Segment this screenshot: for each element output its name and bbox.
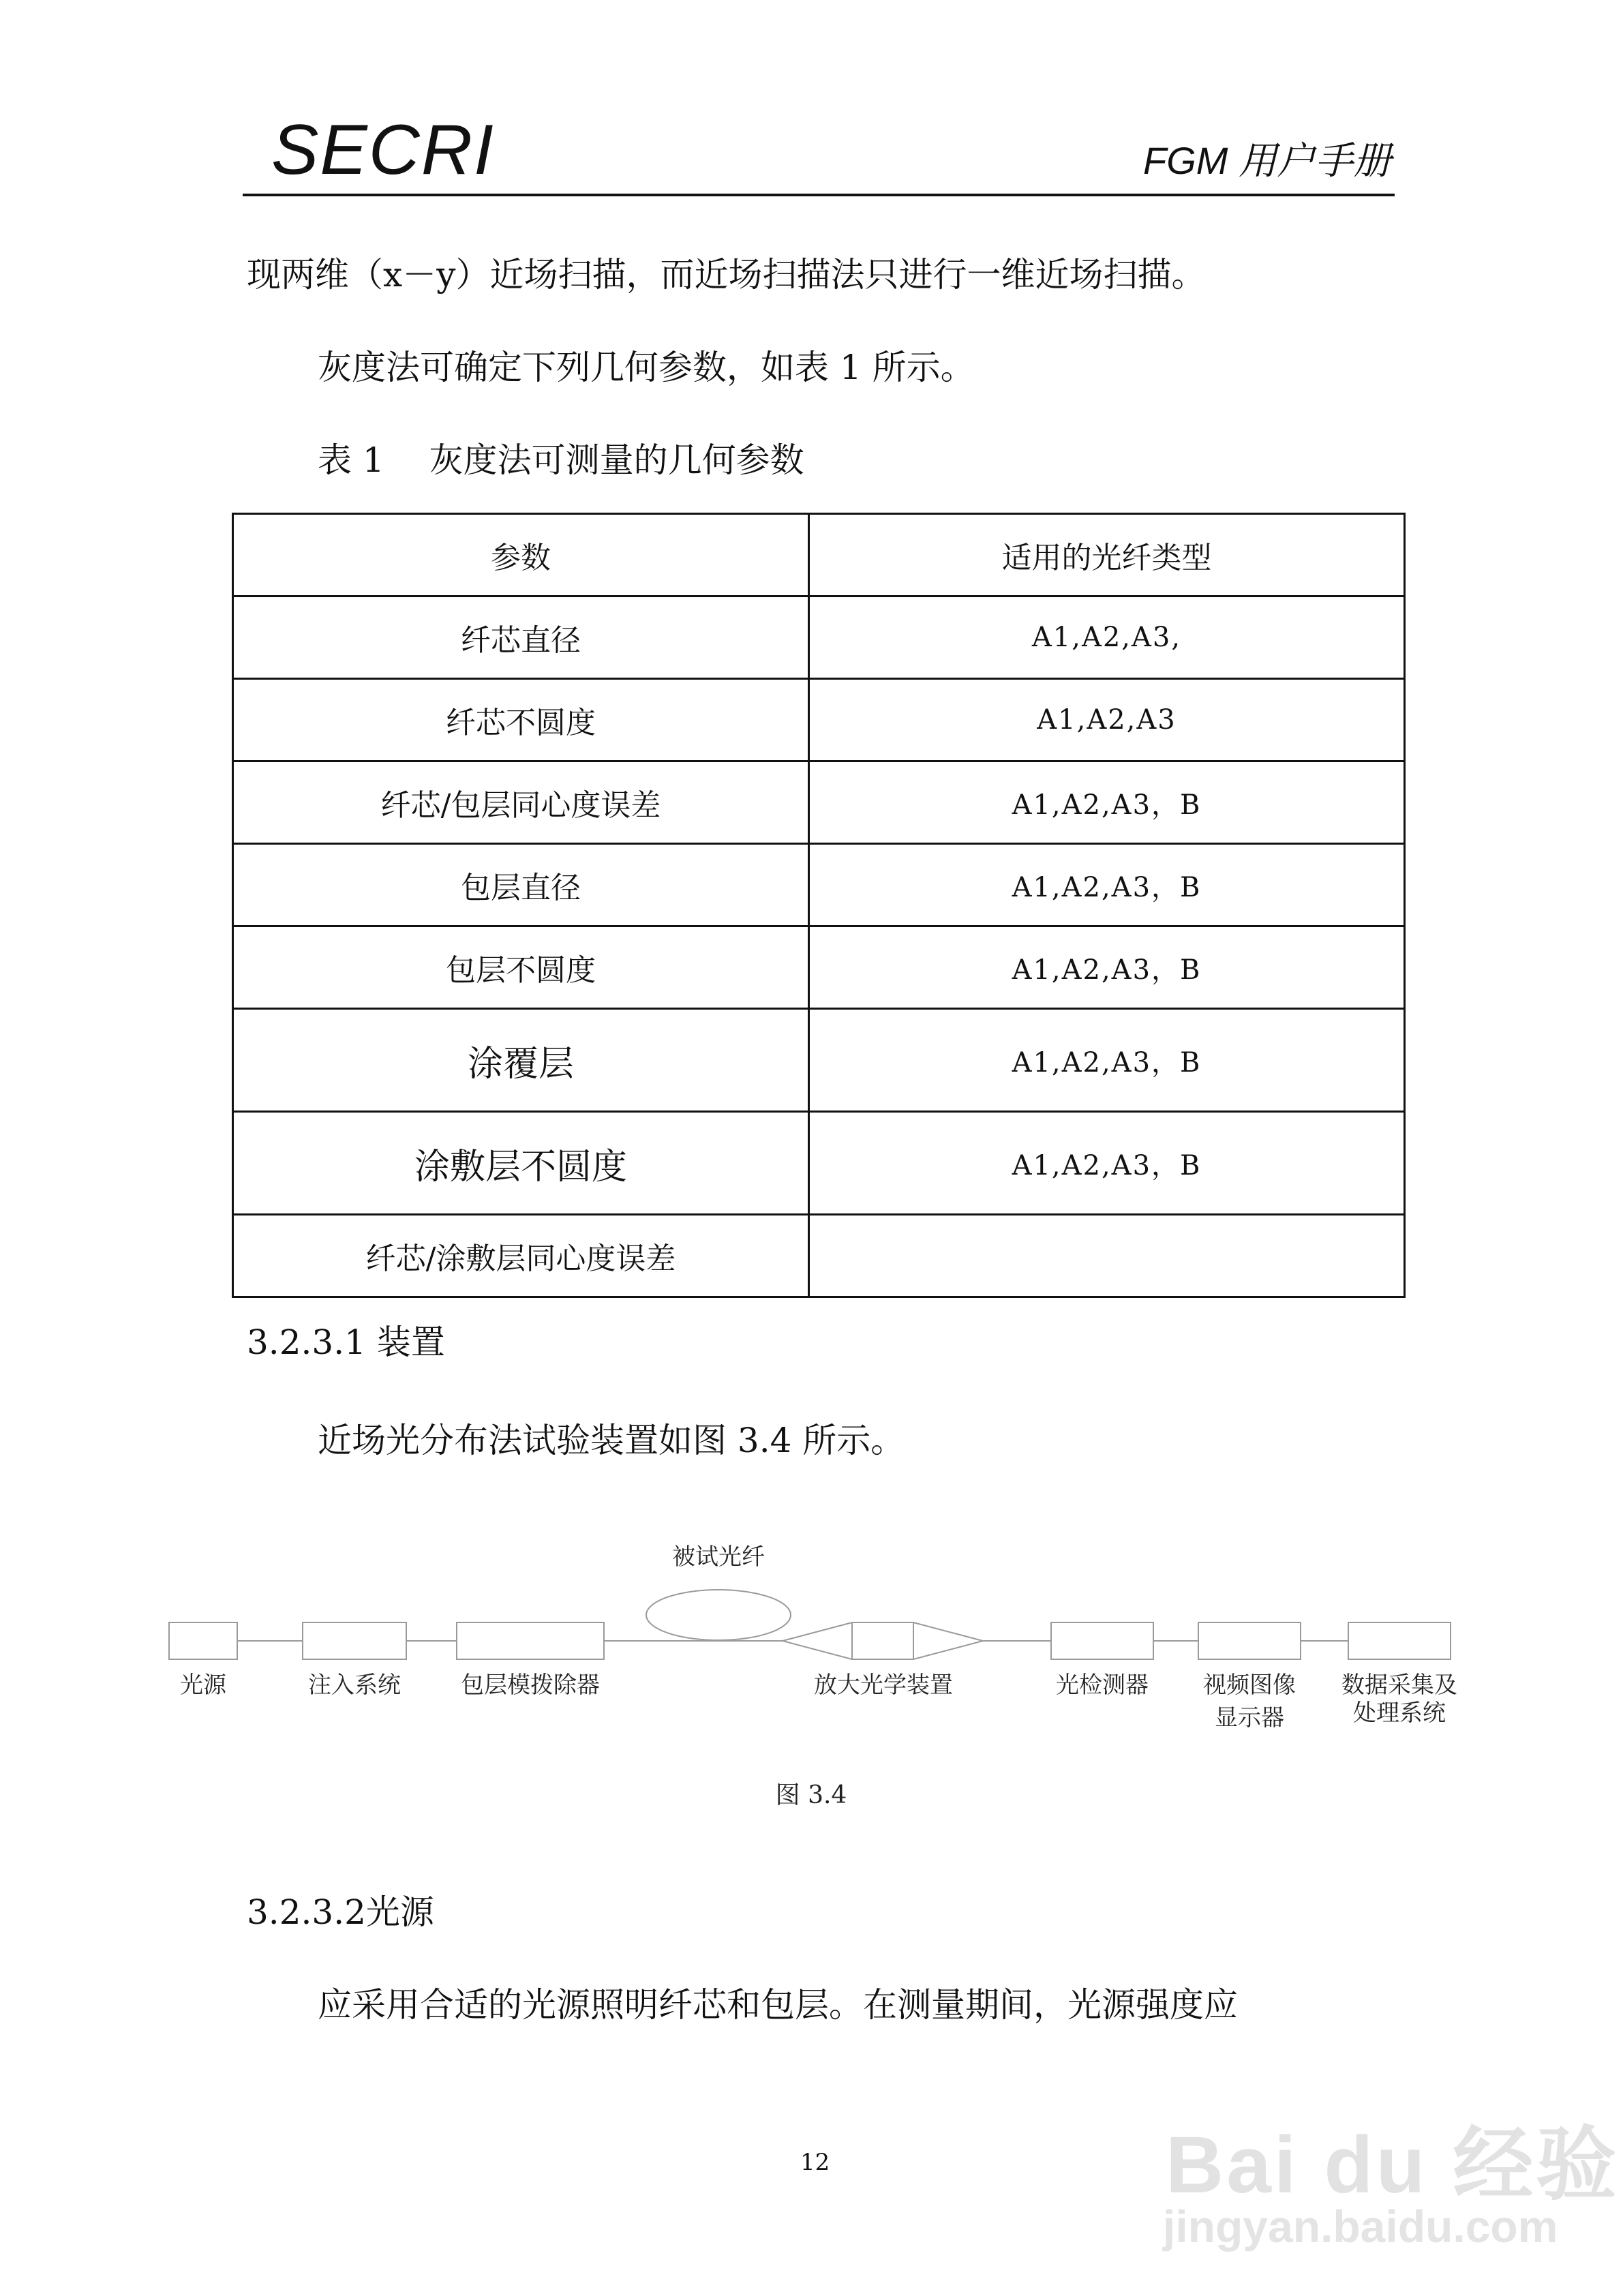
box-data-system <box>1348 1622 1451 1659</box>
header-title: FGM 用户手册 <box>1143 139 1391 182</box>
section-heading-apparatus: 3.2.3.1 装置 <box>247 1323 445 1362</box>
table-cell-param: 包层直径 <box>233 844 809 926</box>
label-data-system-line2: 处理系统 <box>1353 1700 1446 1727</box>
label-cladding-mode-stripper: 包层模拨除器 <box>461 1672 600 1699</box>
table-cell-type: A1,A2,A3，B <box>809 926 1405 1009</box>
paragraph-4: 应采用合适的光源照明纤芯和包层。在测量期间，光源强度应 <box>318 1985 1238 2025</box>
table-header-cell: 参数 <box>233 514 809 596</box>
paragraph-1: 现两维（x－y）近场扫描，而近场扫描法只进行一维近场扫描。 <box>247 255 1206 294</box>
box-light-source <box>169 1622 237 1659</box>
table-cell-type: A1,A2,A3，B <box>809 1009 1405 1112</box>
label-light-source: 光源 <box>180 1672 226 1699</box>
label-video-display-line2: 显示器 <box>1215 1704 1284 1732</box>
figure-caption: 图 3.4 <box>775 1781 847 1809</box>
label-magnifying-optics: 放大光学装置 <box>814 1672 953 1699</box>
table-cell-type: A1,A2,A3，B <box>809 761 1405 844</box>
table-cell-param: 纤芯/包层同心度误差 <box>233 761 809 844</box>
header-logo: SECRI <box>271 110 495 190</box>
label-injection-system: 注入系统 <box>308 1672 401 1699</box>
table-cell-type: A1,A2,A3 <box>809 679 1405 761</box>
table-cell-param: 纤芯/涂敷层同心度误差 <box>233 1215 809 1297</box>
table-cell-param: 纤芯不圆度 <box>233 679 809 761</box>
table-cell-param: 纤芯直径 <box>233 596 809 679</box>
watermark-brand: Bai du 经验 <box>1166 2120 1620 2210</box>
box-photodetector <box>1051 1622 1153 1659</box>
label-fiber-under-test: 被试光纤 <box>672 1543 765 1571</box>
section-heading-light-source: 3.2.3.2光源 <box>247 1892 434 1932</box>
table-cell-type: A1,A2,A3，B <box>809 1112 1405 1215</box>
table-caption: 表 1 灰度法可测量的几何参数 <box>318 440 804 480</box>
page-number: 12 <box>800 2149 830 2176</box>
fiber-coil <box>646 1590 791 1640</box>
watermark-url: jingyan.baidu.com <box>1163 2201 1558 2252</box>
magnifying-optics-lens <box>783 1622 983 1659</box>
table-header-cell: 适用的光纤类型 <box>809 514 1405 596</box>
label-video-display-line1: 视频图像 <box>1203 1672 1296 1699</box>
table-cell-type: A1,A2,A3, <box>809 596 1405 679</box>
box-cladding-mode-stripper <box>457 1622 604 1659</box>
table-cell-param: 涂敷层不圆度 <box>233 1112 809 1215</box>
table-cell-param: 涂覆层 <box>233 1009 809 1112</box>
paragraph-2: 灰度法可确定下列几何参数，如表 1 所示。 <box>318 348 975 387</box>
label-data-system-line1: 数据采集及 <box>1341 1672 1457 1699</box>
box-injection-system <box>303 1622 406 1659</box>
table-cell-param: 包层不圆度 <box>233 926 809 1009</box>
box-video-display <box>1198 1622 1301 1659</box>
table-cell-type: A1,A2,A3，B <box>809 844 1405 926</box>
paragraph-3: 近场光分布法试验装置如图 3.4 所示。 <box>318 1421 905 1460</box>
label-photodetector: 光检测器 <box>1056 1672 1149 1699</box>
